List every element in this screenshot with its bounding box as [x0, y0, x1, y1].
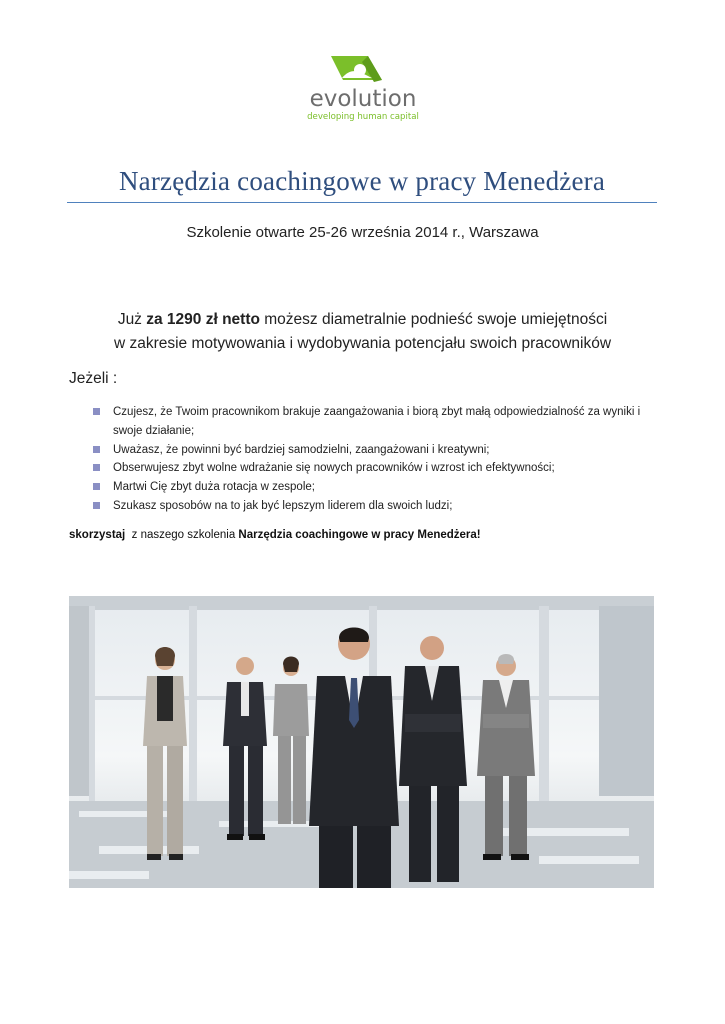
cta-middle: z naszego szkolenia: [125, 529, 239, 541]
call-to-action: [69, 529, 481, 541]
list-item: [93, 478, 653, 497]
offer-line-1: [0, 308, 725, 332]
bullet-square-icon: [93, 464, 100, 471]
document-title: Narzędzia coachingowe w pracy Menedżera: [118, 166, 606, 196]
bullet-square-icon: [93, 483, 100, 490]
list-item-text: Czujesz, że Twoim pracownikom brakuje zaangażowania i biorą zbyt małą odpowiedzialność za wyniki i swoje działanie;: [113, 406, 641, 437]
evolution-logo-icon: [298, 48, 428, 128]
list-item-text: Martwi Cię zbyt duża rotacja w zespole;: [113, 481, 315, 494]
conditions-list: [93, 403, 653, 516]
offer-price: za 1290 zł netto: [146, 311, 260, 328]
bullet-square-icon: [93, 446, 100, 453]
title-divider: [67, 202, 657, 203]
offer-prefix: Już: [117, 311, 147, 328]
bullet-square-icon: [93, 502, 100, 509]
offer-line-2: w zakresie motywowania i wydobywania potencjału swoich pracowników: [113, 335, 612, 352]
list-item-text: Obserwujesz zbyt wolne wdrażanie się nowych pracowników i wzrost ich efektywności;: [113, 462, 555, 475]
price-offer: [0, 308, 725, 356]
list-item: [93, 459, 653, 478]
bullet-square-icon: [93, 408, 100, 415]
list-item: [93, 441, 653, 460]
offer-suffix: możesz diametralnie podnieść swoje umiejętności: [259, 311, 608, 328]
list-item-text: Szukasz sposobów na to jak być lepszym liderem dla swoich ludzi;: [113, 499, 453, 512]
list-item-text: Uważasz, że powinni być bardziej samodzielni, zaangażowani i kreatywni;: [113, 443, 490, 456]
training-date-location: Szkolenie otwarte 25-26 września 2014 r., Warszawa: [186, 224, 539, 241]
team-photo-image: [69, 596, 654, 888]
cta-bold-start: skorzystaj: [69, 529, 126, 541]
cta-course-name: Narzędzia coachingowe w pracy Menedżera!: [238, 529, 481, 541]
list-item: [93, 497, 653, 516]
logo-tagline: developing human capital: [306, 112, 419, 122]
list-item: [93, 403, 653, 441]
business-team-photo: [69, 596, 654, 888]
conditions-heading: Jeżeli :: [69, 370, 118, 387]
company-logo: [0, 48, 725, 128]
logo-brand: evolution: [309, 86, 416, 112]
